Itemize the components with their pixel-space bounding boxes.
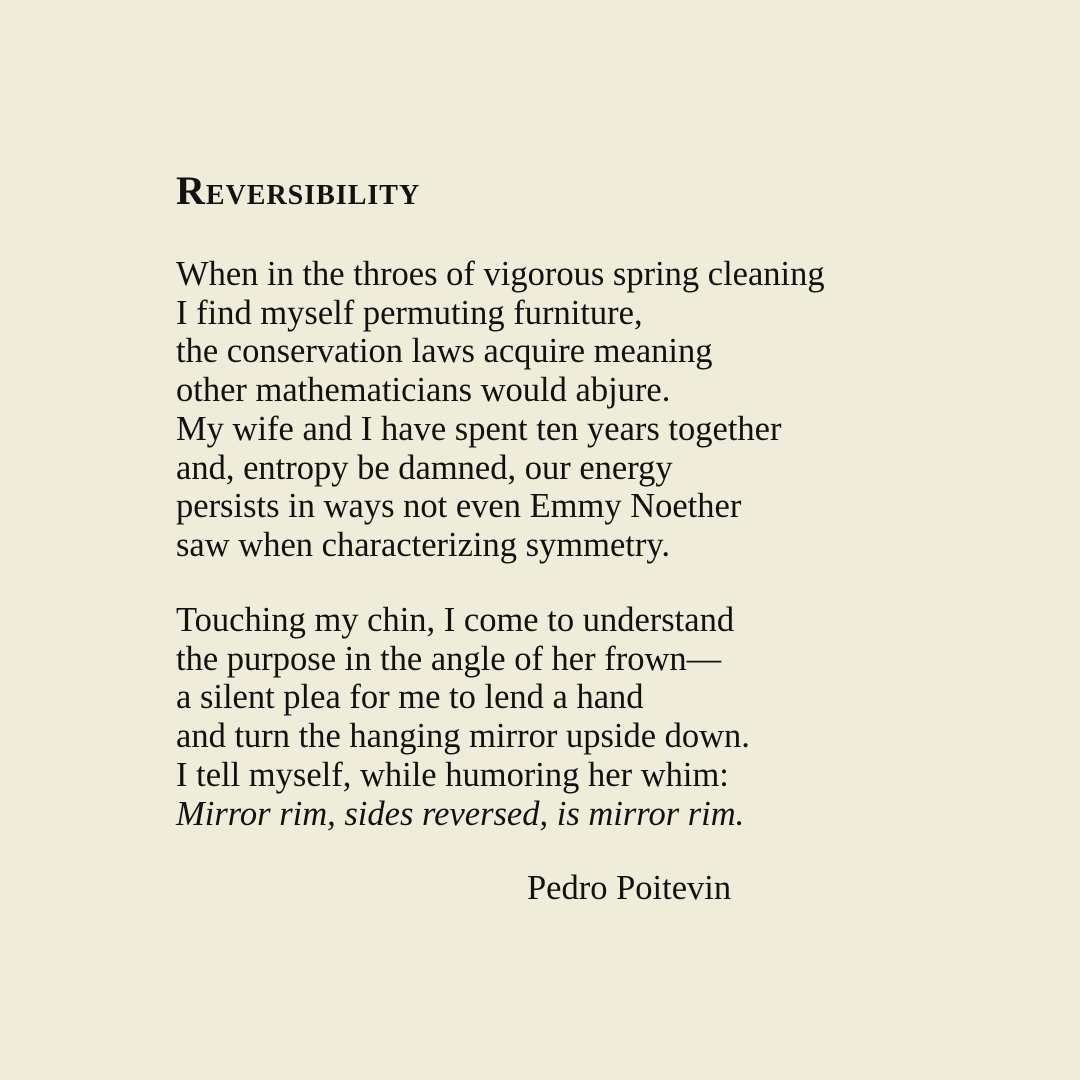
stanza-1	[176, 255, 825, 565]
poem-line: other mathematicians would abjure.	[176, 371, 671, 410]
poem-line: a silent plea for me to lend a hand	[176, 678, 644, 717]
poem-line: When in the throes of vigorous spring cleaning	[176, 255, 825, 293]
poem-line: and, entropy be damned, our energy	[176, 448, 673, 487]
stanza-2	[176, 601, 750, 833]
poem-line-italic-refrain: Mirror rim, sides reversed, is mirror rim.	[176, 794, 745, 833]
poem-line: Touching my chin, I come to understand	[176, 601, 735, 639]
author-name: Pedro Poitevin	[527, 869, 732, 907]
poem-line: the conservation laws acquire meaning	[176, 332, 713, 371]
poem-line: the purpose in the angle of her frown—	[176, 639, 722, 678]
poem-title: Reversibility	[176, 168, 421, 213]
poem-line: My wife and I have spent ten years together	[176, 409, 782, 448]
poem-line: saw when characterizing symmetry.	[176, 525, 670, 564]
poem-line: persists in ways not even Emmy Noether	[176, 487, 742, 526]
poem-line: and turn the hanging mirror upside down.	[176, 717, 750, 756]
poem-line: I tell myself, while humoring her whim:	[176, 755, 729, 794]
poem-line: I find myself permuting furniture,	[176, 293, 643, 332]
